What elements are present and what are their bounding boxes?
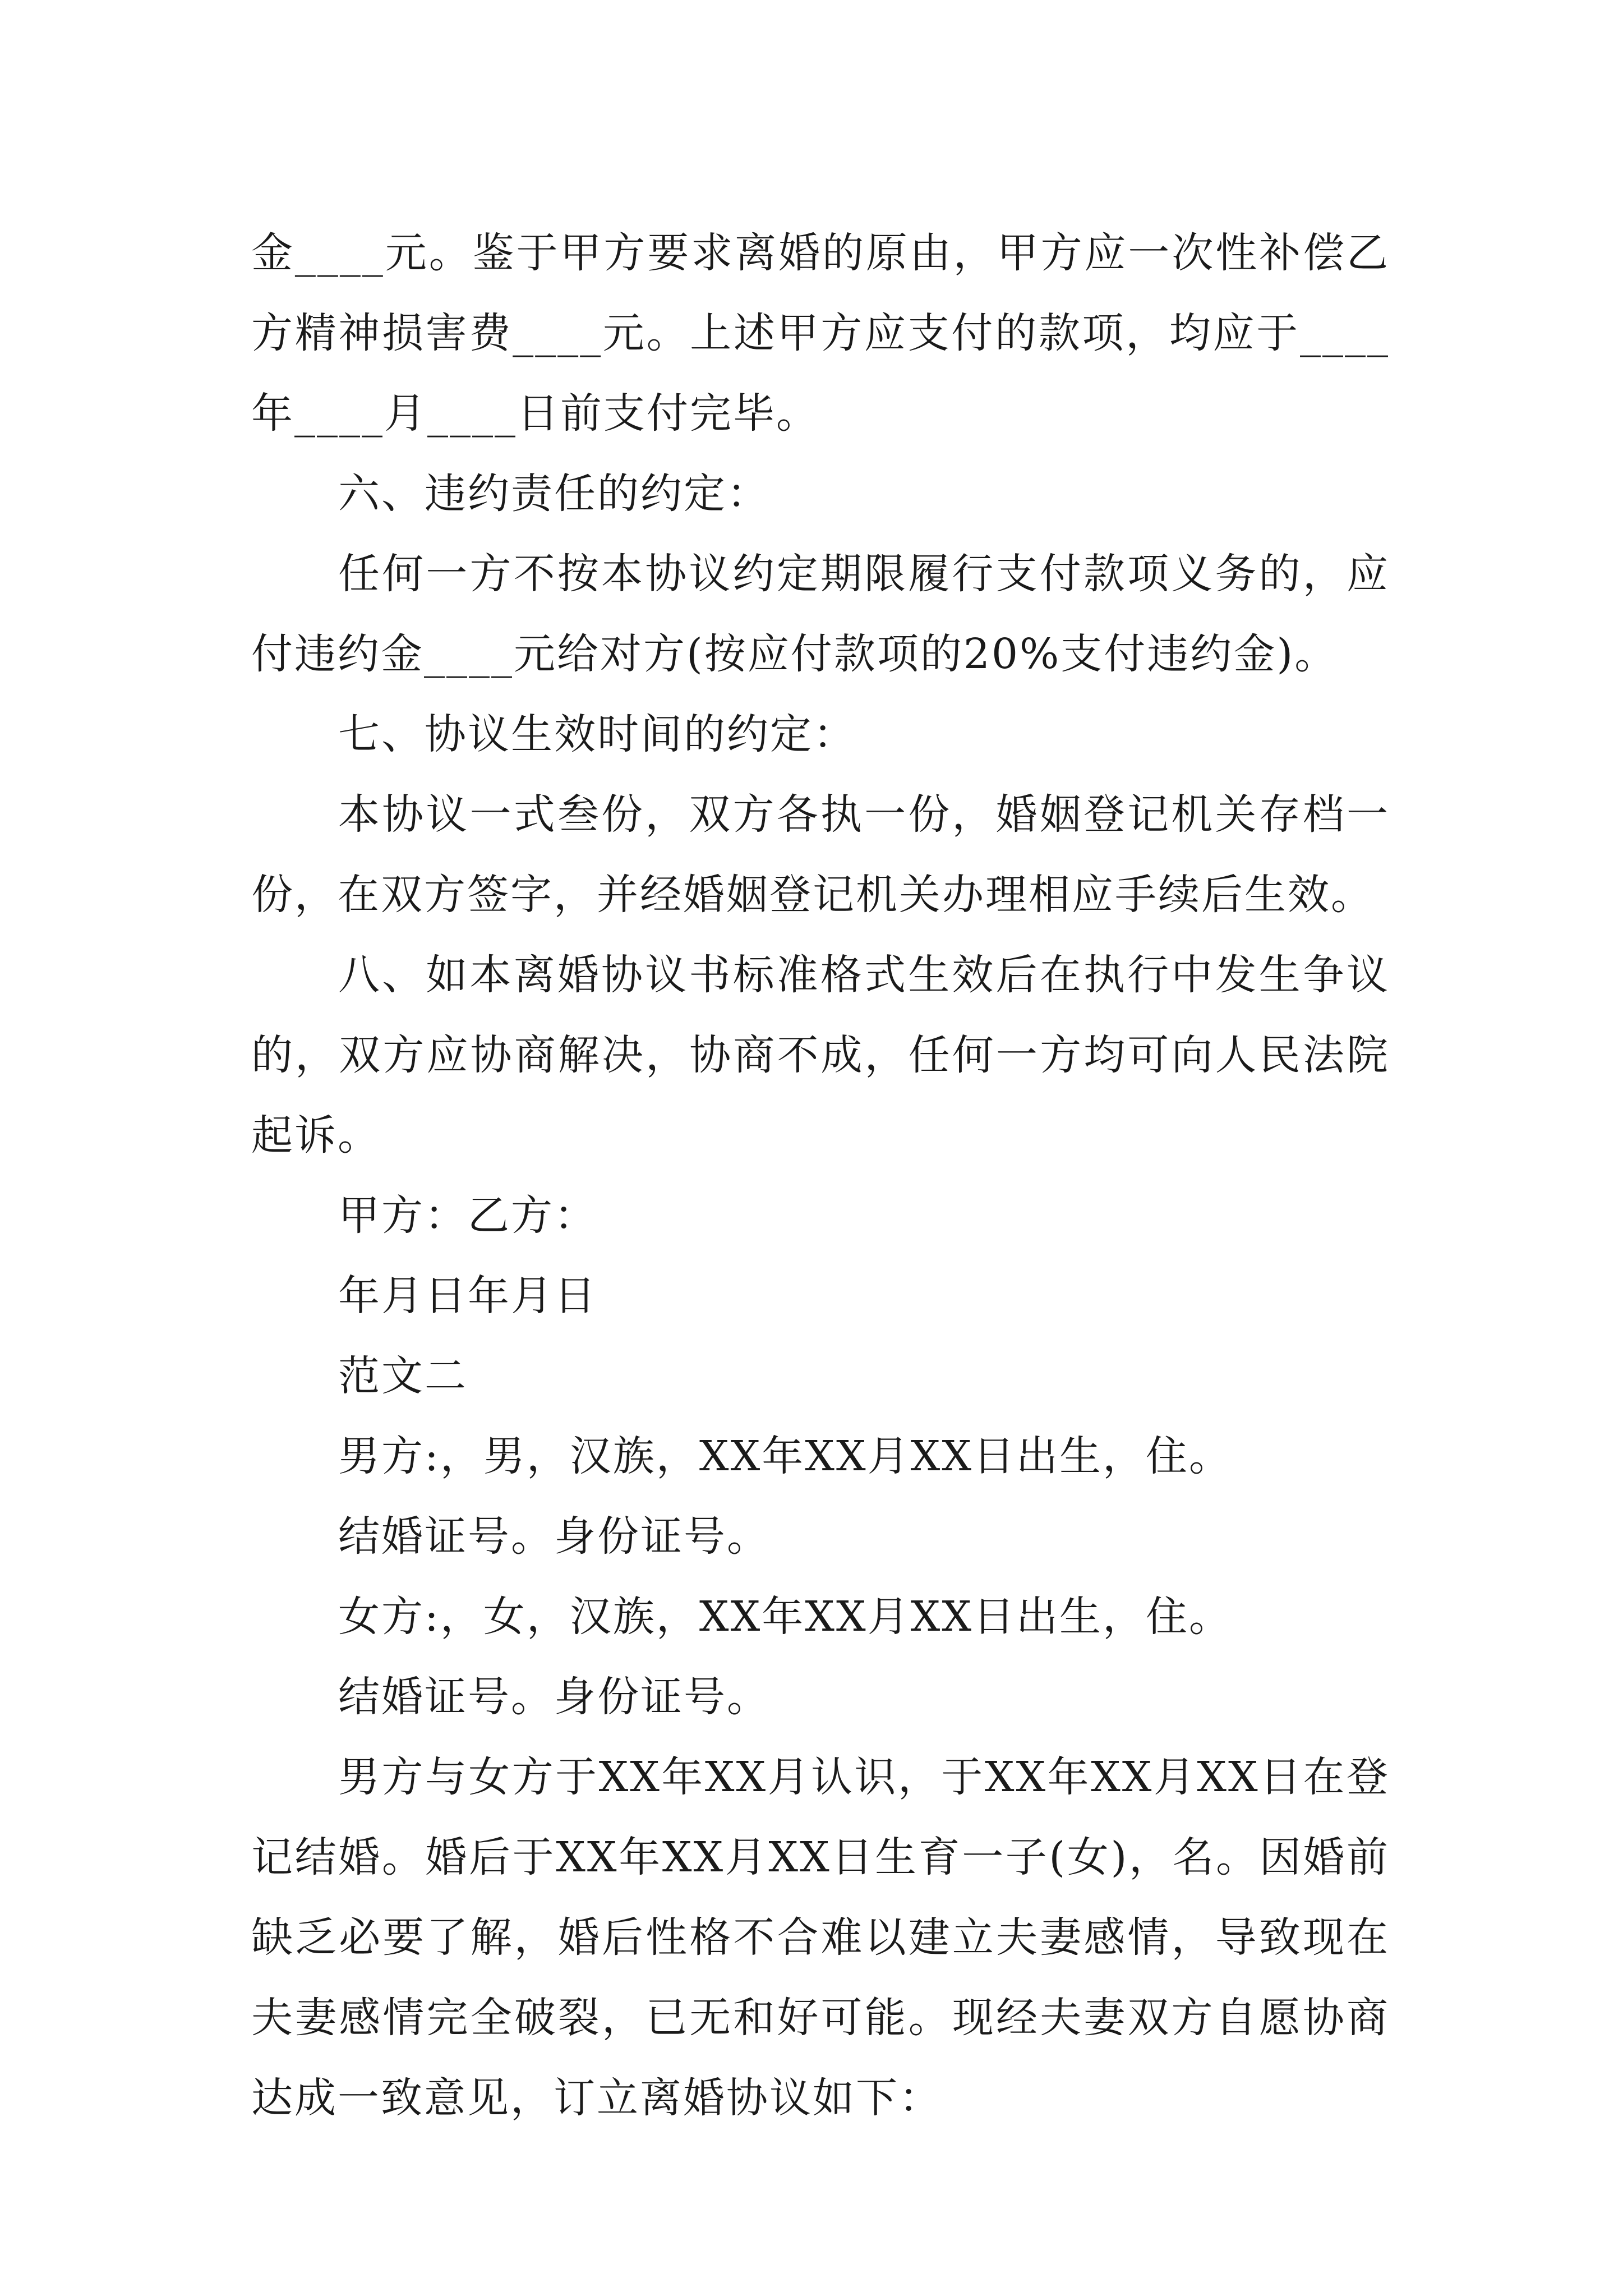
paragraph-marriage-background: 男方与女方于XX年XX月认识，于XX年XX月XX日在登记结婚。婚后于XX年XX月XX日生育一子(女)，名。因婚前缺乏必要了解，婚后性格不合难以建立夫妻感情，导致现在夫妻感情完全破裂，已无和好可能。现经夫妻双方自愿协商达成一致意见，订立离婚协议如下： [251,1753,1390,2122]
section-title-sample-two: 范文二 [338,1352,468,1400]
heading-effective-time: 七、协议生效时间的约定： [338,710,856,758]
document-body [251,213,1390,2138]
heading-breach-liability: 六、违约责任的约定： [338,470,770,518]
paragraph-dispute-resolution: 八、如本离婚协议书标准格式生效后在执行中发生争议的，双方应协商解决，协商不成，任何一方均可向人民法院起诉。 [251,951,1390,1159]
signature-dates: 年月日年月日 [338,1272,597,1320]
paragraph-male-certificates: 结婚证号。身份证号。 [338,1512,770,1561]
paragraph-female-party: 女方:，女，汉族，XX年XX月XX日出生，住。 [338,1593,1233,1641]
paragraph-male-party: 男方:，男，汉族，XX年XX月XX日出生，住。 [338,1432,1233,1480]
paragraph-effective-time: 本协议一式叁份，双方各执一份，婚姻登记机关存档一份，在双方签字，并经婚姻登记机关办理相应手续后生效。 [251,790,1390,919]
paragraph-female-certificates: 结婚证号。身份证号。 [338,1673,770,1721]
paragraph-breach-liability: 任何一方不按本协议约定期限履行支付款项义务的，应付违约金____元给对方(按应付款项的20%支付违约金)。 [251,550,1390,678]
paragraph-payment-terms: 金____元。鉴于甲方要求离婚的原由，甲方应一次性补偿乙方精神损害费____元。上述甲方应支付的款项，均应于____年____月____日前支付完毕。 [251,229,1390,438]
signature-parties: 甲方：乙方： [338,1191,597,1240]
